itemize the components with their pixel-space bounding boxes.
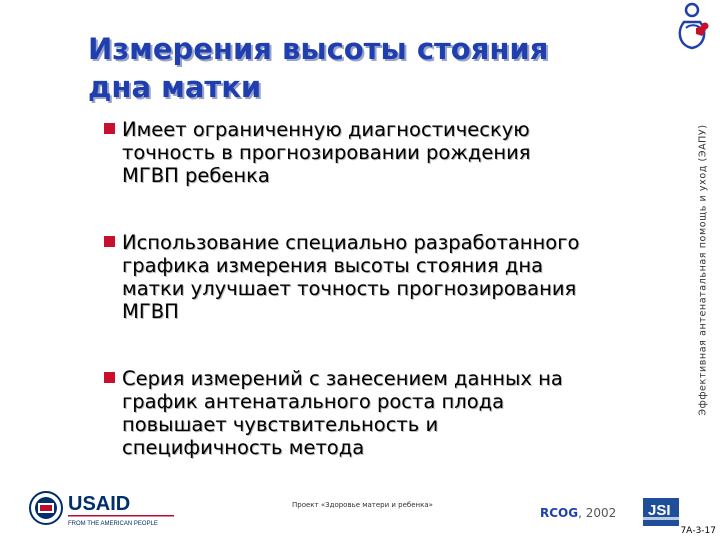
square-bullet-icon	[104, 123, 115, 134]
usaid-wordmark: USAID	[68, 493, 131, 515]
rcog-label: RCOG	[540, 506, 579, 520]
bullet-line: Серия измерений с занесением данных на	[122, 367, 563, 390]
usaid-tagline: FROM THE AMERICAN PEOPLE	[68, 521, 158, 527]
bullet-item	[104, 367, 674, 459]
square-bullet-icon	[104, 236, 115, 247]
bullet-list	[104, 118, 674, 459]
jsi-logo	[643, 498, 679, 526]
sidebar-caption-text: Эффективная антенатальная помощь и уход (ЭАПУ)	[697, 124, 709, 416]
bullet-line: специфичность метода	[122, 436, 365, 459]
bullet-item	[104, 118, 674, 187]
slide-number: 7А-3-17	[680, 526, 716, 536]
bullet-line: МГВП	[122, 300, 179, 323]
usaid-logo	[28, 488, 178, 528]
bullet-item	[104, 231, 674, 323]
rcog-credit	[540, 506, 616, 520]
rcog-year: , 2002	[578, 506, 617, 520]
bullet-line: МГВП ребенка	[122, 164, 270, 187]
bullet-line: графика измерения высоты стояния дна	[122, 254, 544, 277]
bullet-line: повышает чувствительность и	[122, 413, 439, 436]
title-line-1: Измерения высоты стояния	[88, 32, 549, 66]
bullet-line: матки улучшает точность прогнозирования	[122, 277, 577, 300]
jsi-wordmark: JSI	[648, 502, 671, 519]
bullet-line: график антенатального роста плода	[122, 390, 505, 413]
bullet-line: точность в прогнозировании рождения	[122, 141, 531, 164]
slide-title	[88, 30, 648, 106]
bullet-line: Имеет ограниченную диагностическую	[122, 118, 530, 141]
square-bullet-icon	[104, 372, 115, 383]
sidebar-caption	[693, 40, 713, 500]
title-line-2: дна матки	[88, 70, 262, 104]
bullet-line: Использование специально разработанного	[122, 231, 580, 254]
project-caption: Проект «Здоровье матери и ребенка»	[292, 501, 433, 509]
